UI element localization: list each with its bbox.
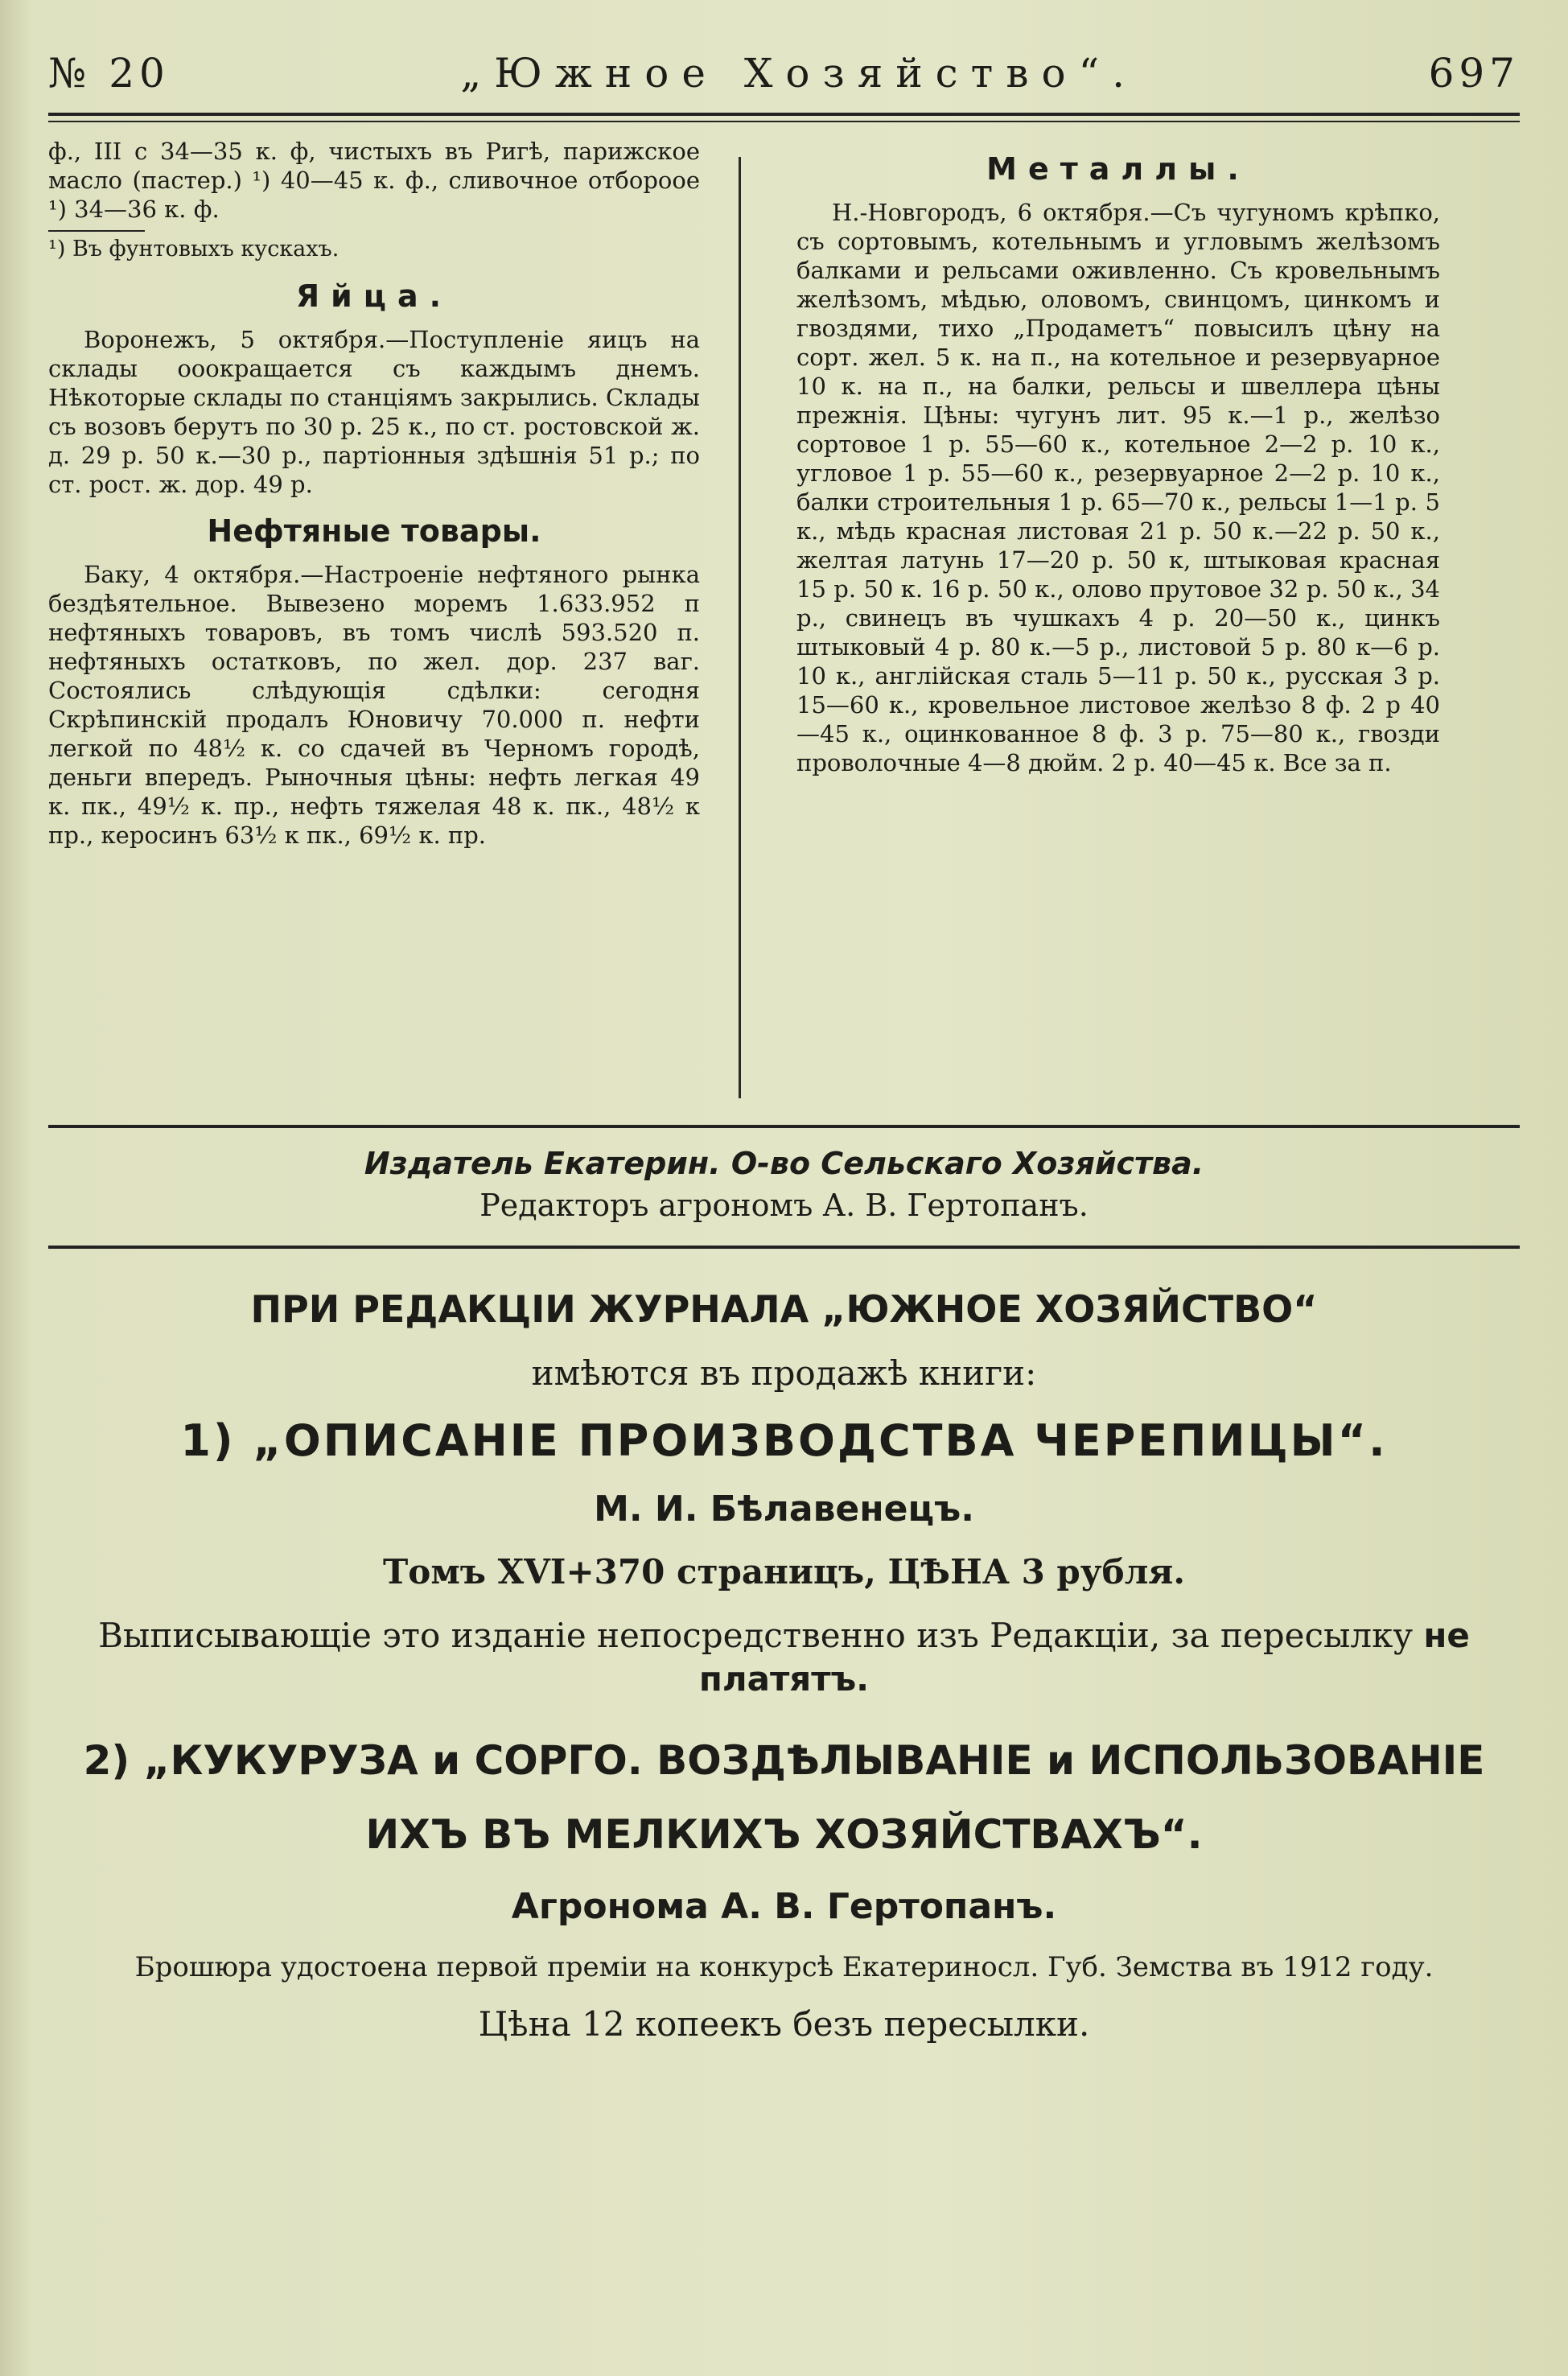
journal-title: „Южное Хозяйство“. (460, 50, 1138, 97)
left-column (48, 137, 700, 850)
shipping-note-bold: не платятъ. (698, 1616, 1470, 1699)
publisher-block (0, 1143, 1568, 1226)
footnote: ¹) Въ фунтовыхъ кускахъ. (48, 237, 340, 261)
column-divider (739, 157, 741, 1098)
butter-prices: ф., III с 34—35 к. ф, чистыхъ въ Ригѣ, парижское масло (пастер.) ¹) 40—45 к. ф., сливочное отбороое ¹) 34—36 к. ф. (48, 138, 700, 223)
right-column (796, 137, 1440, 777)
book-advertisement (48, 1287, 1520, 2044)
footnote-rule (48, 230, 145, 232)
page-number: 697 (1428, 50, 1520, 97)
book2-price: Цѣна 12 копеекъ безъ пересылки. (478, 2004, 1090, 2044)
metals-heading: Металлы. (986, 151, 1250, 187)
editor-line: Редакторъ агрономъ А. В. Гертопанъ. (479, 1188, 1089, 1223)
book2-title: 2) „КУКУРУЗА и СОРГО. ВОЗДѢЛЫВАНІЕ и ИСПОЛЬЗОВАНІЕ ИХЪ ВЪ МЕЛКИХЪ ХОЗЯЙСТВАХЪ“. (83, 1737, 1485, 1858)
ad-heading: ПРИ РЕДАКЦІИ ЖУРНАЛА „ЮЖНОЕ ХОЗЯЙСТВО“ (250, 1287, 1318, 1331)
page-header (48, 50, 1520, 114)
eggs-heading: Яйца. (295, 278, 453, 314)
publisher-line: Издатель Екатерин. О-во Сельскаго Хозяйства. (364, 1146, 1204, 1181)
ad-subheading: имѣются въ продажѣ книги: (531, 1353, 1037, 1393)
publisher-rule-top (48, 1125, 1520, 1128)
book1-author: М. И. Бѣлавенецъ. (594, 1489, 974, 1530)
oil-heading: Нефтяные товары. (207, 513, 541, 549)
book2-author: Агронома А. В. Гертопанъ. (511, 1886, 1057, 1927)
publisher-rule-bottom (48, 1246, 1520, 1249)
oil-report: Баку, 4 октября.—Настроеніе нефтяного рынка бездѣятельное. Вывезено моремъ 1.633.952 п нефтяныхъ товаровъ, въ томъ числѣ 593.520 п. нефтяныхъ остатковъ, по жел. дор. 237 ваг. Состоялись слѣдующія сдѣлки: сегодня Скрѣпинскій продалъ Юновичу 70.000 п. нефти легкой по 48½ к. со сдачей въ Черномъ городѣ, деньги впередъ. Рыночныя цѣны: нефть легкая 49 к. пк., 49½ к. пр., нефть тяжелая 48 к. пк., 48½ к пр., керосинъ 63½ к пк., 69½ к. пр. (48, 561, 700, 849)
shipping-note-text: Выписывающіе это изданіе непосредственно изъ Редакціи, за пересылку (98, 1616, 1414, 1655)
book2-award: Брошюра удостоена первой преміи на конкурсѣ Екатериносл. Губ. Земства въ 1912 году. (134, 1951, 1434, 1983)
metals-report: Н.-Новгородъ, 6 октября.—Съ чугуномъ крѣпко, съ сортовымъ, котельнымъ и угловымъ желѣзомъ балками и рельсами оживленно. Съ кровельнымъ желѣзомъ, мѣдью, оловомъ, свинцомъ, цинкомъ и гвоздями, тихо „Продаметъ“ повысилъ цѣну на сорт. жел. 5 к. на п., на котельное и резервуарное 10 к. на п., на балки, рельсы и швеллера цѣны прежнія. Цѣны: чугунъ лит. 95 к.—1 р., желѣзо сортовое 1 р. 55—60 к., котельное 2—2 р. 10 к., угловое 1 р. 55—60 к., резервуарное 2—2 р. 10 к., балки строительныя 1 р. 65—70 к., рельсы 1—1 р. 5 к., мѣдь красная листовая 21 р. 50 к.—22 р. 50 к., желтая латунь 17—20 р. 50 к, штыковая красная 15 р. 50 к. 16 р. 50 к., олово прутовое 32 р. 50 к., 34 р., свинецъ въ чушкахъ 4 р. 20—50 к., цинкъ штыковый 4 р. 80 к.—5 р., листовой 5 р. 80 к—6 р. 10 к., англійская сталь 5—11 р. 50 к., русская 3 р. 15—60 к., кровельное листовое желѣзо 8 ф. 2 р 40—45 к., оцинкованное 8 ф. 3 р. 75—80 к., гвозди проволочные 4—8 дюйм. 2 р. 40—45 к. Все за п. (796, 199, 1440, 776)
header-rule (48, 113, 1520, 122)
issue-number: № 20 (48, 50, 170, 97)
eggs-report: Воронежъ, 5 октября.—Поступленіе яицъ на склады ооокращается съ каждымъ днемъ. Нѣкоторые склады по станціямъ закрылись. Склады съ возовъ берутъ по 30 р. 25 к., по ст. ростовской ж. д. 29 р. 50 к.—30 р., партіонныя здѣшнія 51 р.; по ст. рост. ж. дор. 49 р. (48, 326, 700, 498)
book1-volume-price: Томъ XVI+370 страницъ, ЦѢНА 3 рубля. (383, 1552, 1185, 1592)
book1-title: 1) „ОПИСАНІЕ ПРОИЗВОДСТВА ЧЕРЕПИЦЫ“. (180, 1415, 1388, 1466)
book1-shipping-note (48, 1614, 1520, 1701)
